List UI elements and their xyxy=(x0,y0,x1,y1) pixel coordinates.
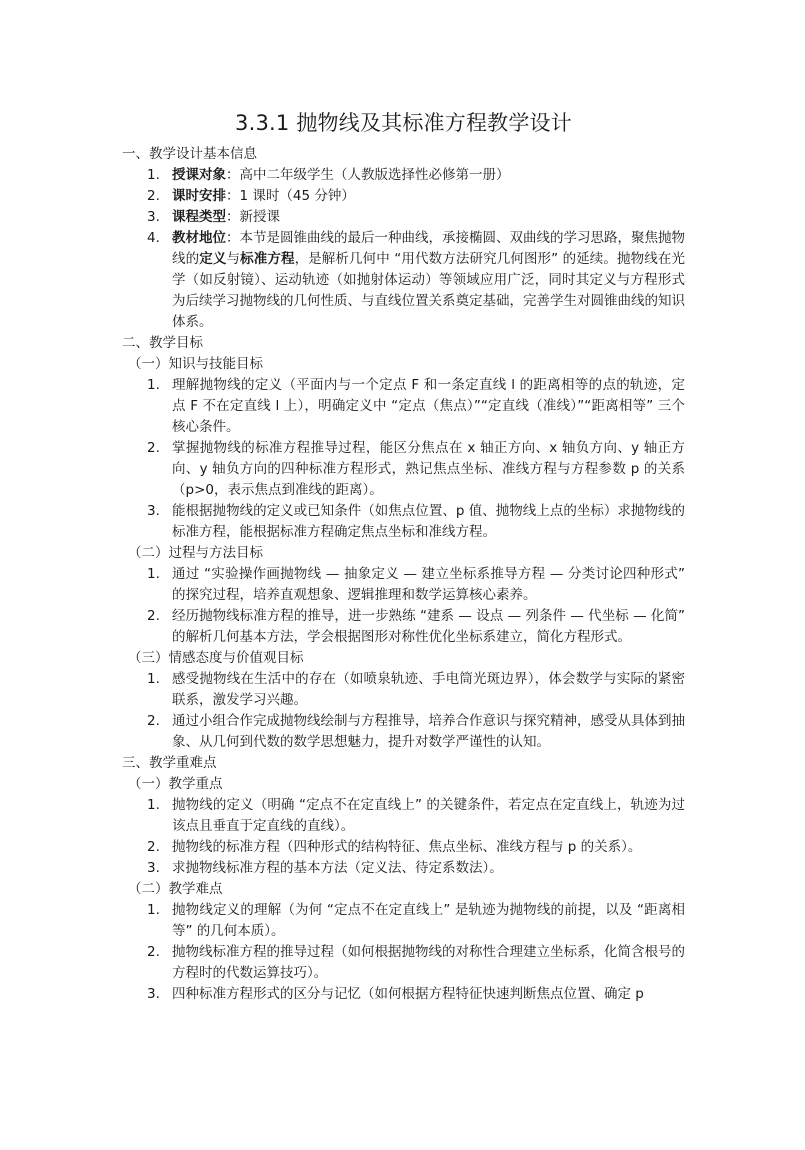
list-number: 3. xyxy=(147,209,160,225)
list-item xyxy=(122,375,685,438)
list-item xyxy=(122,186,685,207)
list-item xyxy=(122,606,685,648)
list-number: 1. xyxy=(147,167,160,183)
list-number: 3. xyxy=(147,503,160,519)
list-item xyxy=(122,711,685,753)
list-item xyxy=(122,795,685,837)
list-number: 2. xyxy=(147,944,160,960)
list-item xyxy=(122,501,685,543)
item-label: 教材地位 xyxy=(172,230,226,246)
subsection-heading-focus: （一）教学重点 xyxy=(128,776,223,792)
item-text: 掌握抛物线的标准方程推导过程，能区分焦点在 x 轴正方向、x 轴负方向、y 轴正方向、y 轴负方向的四种标准方程形式，熟记焦点坐标、准线方程与方程参数 p 的关系（p>0，表示焦点到准线的距离）。 xyxy=(172,440,685,498)
section-heading-objectives: 二、教学目标 xyxy=(122,335,203,351)
subsection-heading-process: （二）过程与方法目标 xyxy=(128,545,263,561)
item-text: 抛物线的定义（明确 “定点不在定直线上” 的关键条件，若定点在定直线上，轨迹为过该点且垂直于定直线的直线）。 xyxy=(172,797,685,834)
item-text: 经历抛物线标准方程的推导，进一步熟练 “建系 — 设点 — 列条件 — 代坐标 — 化简” 的解析几何基本方法，学会根据图形对称性优化坐标系建立，简化方程形式。 xyxy=(172,608,685,645)
item-text: 通过 “实验操作画抛物线 — 抽象定义 — 建立坐标系推导方程 — 分类讨论四种形式” 的探究过程，培养直观想象、逻辑推理和数学运算核心素养。 xyxy=(172,566,685,603)
difficulty-list xyxy=(122,900,685,1005)
item-label: 授课对象 xyxy=(172,167,226,183)
attitude-objectives-list xyxy=(122,669,685,753)
item-text: 四种标准方程形式的区分与记忆（如何根据方程特征快速判断焦点位置、确定 p xyxy=(172,986,644,1002)
list-number: 2. xyxy=(147,440,160,456)
section-heading-basic-info: 一、教学设计基本信息 xyxy=(122,146,257,162)
list-item xyxy=(122,984,685,1005)
list-number: 1. xyxy=(147,902,160,918)
list-number: 2. xyxy=(147,188,160,204)
list-item xyxy=(122,669,685,711)
item-text: 求抛物线标准方程的基本方法（定义法、待定系数法）。 xyxy=(172,860,503,876)
item-text: 与 xyxy=(226,251,241,267)
list-number: 2. xyxy=(147,839,160,855)
list-item xyxy=(122,438,685,501)
item-text: 理解抛物线的定义（平面内与一个定点 F 和一条定直线 l 的距离相等的点的轨迹，定点 F 不在定直线 l 上），明确定义中 “定点（焦点）”“定直线（准线）”“距离相等” 三个核心条件。 xyxy=(172,377,685,435)
list-number: 3. xyxy=(147,986,160,1002)
knowledge-objectives-list xyxy=(122,375,685,543)
item-bold-term: 定义 xyxy=(199,251,227,267)
list-number: 4. xyxy=(147,230,160,246)
item-text: ：1 课时（45 分钟） xyxy=(226,188,355,204)
item-text: ：高中二年级学生（人教版选择性必修第一册） xyxy=(226,167,510,183)
list-number: 1. xyxy=(147,566,160,582)
item-text: ，是解析几何中 “用代数方法研究几何图形” 的延续。抛物线在光学（如反射镜）、运动轨迹（如抛射体运动）等领域应用广泛，同时其定义与方程形式为后续学习抛物线的几何性质、与直线位置关系奠定基础，完善学生对圆锥曲线的知识体系。 xyxy=(172,251,686,330)
list-item xyxy=(122,858,685,879)
item-bold-term: 标准方程 xyxy=(240,251,295,267)
item-text: 抛物线定义的理解（为何 “定点不在定直线上” 是轨迹为抛物线的前提，以及 “距离相等” 的几何本质）。 xyxy=(172,902,685,939)
list-item xyxy=(122,228,685,333)
item-text: 能根据抛物线的定义或已知条件（如焦点位置、p 值、抛物线上点的坐标）求抛物线的标准方程，能根据标准方程确定焦点坐标和准线方程。 xyxy=(172,503,685,540)
list-number: 3. xyxy=(147,860,160,876)
list-number: 1. xyxy=(147,797,160,813)
list-item xyxy=(122,564,685,606)
list-item xyxy=(122,942,685,984)
item-text: 感受抛物线在生活中的存在（如喷泉轨迹、手电筒光斑边界），体会数学与实际的紧密联系，激发学习兴趣。 xyxy=(172,671,685,708)
list-item xyxy=(122,837,685,858)
section-heading-key-points: 三、教学重难点 xyxy=(122,755,217,771)
focus-list xyxy=(122,795,685,879)
document-title: 3.3.1 抛物线及其标准方程教学设计 xyxy=(235,111,572,135)
item-label: 课时安排 xyxy=(172,188,226,204)
list-number: 2. xyxy=(147,608,160,624)
item-text: 抛物线的标准方程（四种形式的结构特征、焦点坐标、准线方程与 p 的关系）。 xyxy=(172,839,642,855)
list-number: 1. xyxy=(147,671,160,687)
basic-info-list xyxy=(122,165,685,333)
list-item xyxy=(122,900,685,942)
list-number: 2. xyxy=(147,713,160,729)
subsection-heading-attitude: （三）情感态度与价值观目标 xyxy=(128,650,304,666)
subsection-heading-difficulty: （二）教学难点 xyxy=(128,881,223,897)
item-text: ：本节是圆锥曲线的最后一种曲线，承接椭圆、双曲线的学习思路，聚焦抛物线的 xyxy=(172,230,685,267)
subsection-heading-knowledge: （一）知识与技能目标 xyxy=(128,356,263,372)
list-number: 1. xyxy=(147,377,160,393)
list-item xyxy=(122,207,685,228)
list-item xyxy=(122,165,685,186)
item-label: 课程类型 xyxy=(172,209,226,225)
item-text: 通过小组合作完成抛物线绘制与方程推导，培养合作意识与探究精神，感受从具体到抽象、从几何到代数的数学思想魅力，提升对数学严谨性的认知。 xyxy=(172,713,685,750)
item-text: 抛物线标准方程的推导过程（如何根据抛物线的对称性合理建立坐标系，化简含根号的方程时的代数运算技巧）。 xyxy=(172,944,685,981)
process-objectives-list xyxy=(122,564,685,648)
item-text: ：新授课 xyxy=(226,209,280,225)
